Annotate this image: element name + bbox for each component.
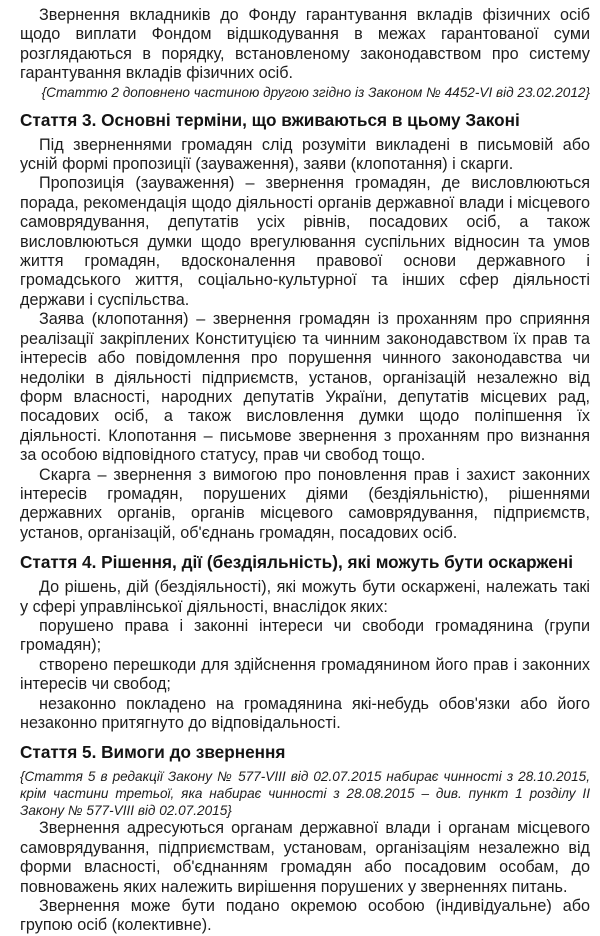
paragraph: Пропозиція (зауваження) – звернення громадян, де висловлюються порада, рекомендація щодо діяльності органів державної влади і місцевого самоврядування, депутатів усіх рівнів, посадових осіб, а також висловлюються думки щодо врегулювання суспільних відносин та умов життя громадян, вдосконалення правової основи державного і громадського життя, соціально-культурної та інших сфер діяльності держави і суспільства. [20,174,590,309]
article-heading: Стаття 3. Основні терміни, що вживаються в цьому Законі [20,109,520,130]
article-5 [20,742,590,935]
paragraph: Звернення може бути подано окремою особою (індивідуальне) або групою осіб (колективне). [20,897,590,935]
paragraph: незаконно покладено на громадянина які-небудь обов'язки або його незаконно притягнуто до відповідальності. [20,694,590,732]
intro-section [20,6,590,101]
article-4 [20,552,590,733]
paragraph: Скарга – звернення з вимогою про поновлення прав і захист законних інтересів громадян, порушених діями (бездіяльністю), рішеннями державних органів, органів місцевого самоврядування, підприємств, установ, організацій, об'єднань громадян, посадових осіб. [20,465,590,542]
paragraph: створено перешкоди для здійснення громадянином його прав і законних інтересів чи свобод; [20,655,590,694]
paragraph: Звернення вкладників до Фонду гарантування вкладів фізичних осіб щодо виплати Фондом відшкодування в межах гарантованої суми розглядаються в порядку, встановленому законодавством про систему гарантування вкладів фізичних осіб. [20,6,590,83]
paragraph: порушено права і законні інтереси чи свободи громадянина (групи громадян); [20,616,590,655]
paragraph: Заява (клопотання) – звернення громадян із проханням про сприяння реалізації закріплених Конституцією та чинним законодавством їх прав та інтересів або повідомлення про порушення чинного законодавства чи недоліки в діяльності підприємств, установ, організацій незалежно від форм власності, народних депутатів України, депутатів місцевих рад, посадових осіб, а також висловлення думки щодо поліпшення їх діяльності. Клопотання – письмове звернення з проханням про визнання за особою відповідного статусу, прав чи свобод тощо. [20,310,590,465]
amendment-note: {Статтю 2 доповнено частиною другою згідно із Законом № 4452-VI від 23.02.2012} [41,84,590,100]
paragraph: Під зверненнями громадян слід розуміти викладені в письмовій або усній формі пропозиції (зауваження), заяви (клопотання) і скарги. [20,135,590,174]
article-3 [20,110,590,544]
amendment-note: {Стаття 5 в редакції Закону № 577-VIII від 02.07.2015 набирає чинності з 28.10.2015, крім частини третьої, яка набирає чинності з 28.08.2015 – див. пункт 1 розділу II Закону № 577-VIII від 02.07.2015} [20,769,590,819]
article-heading: Стаття 4. Рішення, дії (бездіяльність), які можуть бути оскаржені [20,552,574,573]
paragraph: Звернення адресуються органам державної влади і органам місцевого самоврядування, підприємствам, установам, організаціям незалежно від форми власності, об'єднанням громадян або посадовим особам, до повноважень яких належить вирішення порушених у зверненнях питань. [20,819,590,896]
paragraph: До рішень, дій (бездіяльності), які можуть бути оскаржені, належать такі у сфері управлінської діяльності, внаслідок яких: [20,578,590,616]
article-heading: Стаття 5. Вимоги до звернення [20,742,286,763]
